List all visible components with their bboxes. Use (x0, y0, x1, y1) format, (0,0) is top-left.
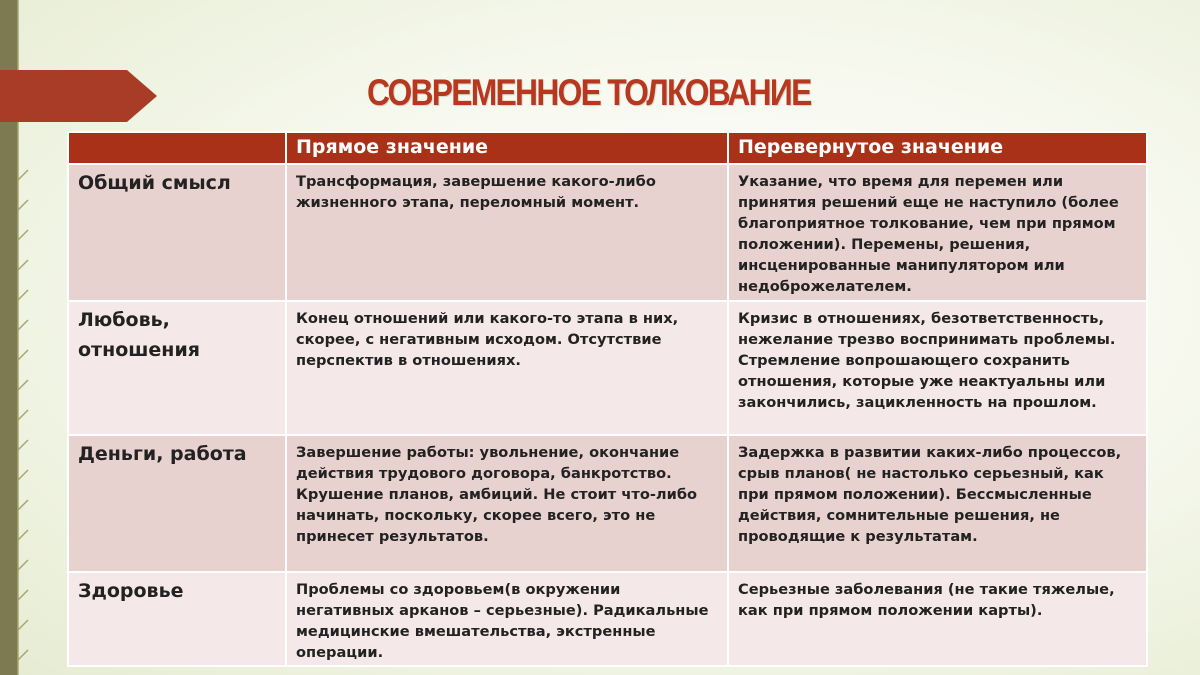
header-direct: Прямое значение (286, 132, 728, 164)
row-reversed: Серьезные заболевания (не такие тяжелые, как при прямом положении карты). (728, 572, 1147, 666)
table-row (68, 435, 1147, 572)
table-row (68, 301, 1147, 435)
header-reversed: Перевернутое значение (728, 132, 1147, 164)
slide-title: СОВРЕМЕННОЕ ТОЛКОВАНИЕ (367, 72, 811, 113)
row-category: Здоровье (68, 572, 286, 666)
row-reversed: Задержка в развитии каких-либо процессов, срыв планов( не настолько серьезный, как при прямом положении). Бессмысленные действия, сомнительные решения, не проводящие к результатам. (728, 435, 1147, 572)
table-row (68, 164, 1147, 301)
row-reversed: Кризис в отношениях, безответственность, нежелание трезво воспринимать проблемы. Стремление вопрошающего сохранить отношения, которые уже неактуальны или закончились, зацикленность на прошлом. (728, 301, 1147, 435)
row-direct: Проблемы со здоровьем(в окружении негативных арканов – серьезные). Радикальные медицинские вмешательства, экстренные операции. (286, 572, 728, 666)
row-direct: Завершение работы: увольнение, окончание действия трудового договора, банкротство. Крушение планов, амбиций. Не стоит что-либо начинать, поскольку, скорее всего, это не принесет результатов. (286, 435, 728, 572)
header-empty-cell (68, 132, 286, 164)
table-header-row (68, 132, 1147, 164)
row-category: Деньги, работа (68, 435, 286, 572)
row-direct: Трансформация, завершение какого-либо жизненного этапа, переломный момент. (286, 164, 728, 301)
row-reversed: Указание, что время для перемен или принятия решений еще не наступило (более благоприятное толкование, чем при прямом положении). Перемены, решения, инсценированные манипулятором или недоброжелателем. (728, 164, 1147, 301)
interpretation-table (67, 131, 1148, 667)
row-category: Любовь, отношения (68, 301, 286, 435)
row-direct: Конец отношений или какого-то этапа в них, скорее, с негативным исходом. Отсутствие перспектив в отношениях. (286, 301, 728, 435)
table-row (68, 572, 1147, 666)
title-arrow-shape (0, 70, 157, 122)
row-category: Общий смысл (68, 164, 286, 301)
